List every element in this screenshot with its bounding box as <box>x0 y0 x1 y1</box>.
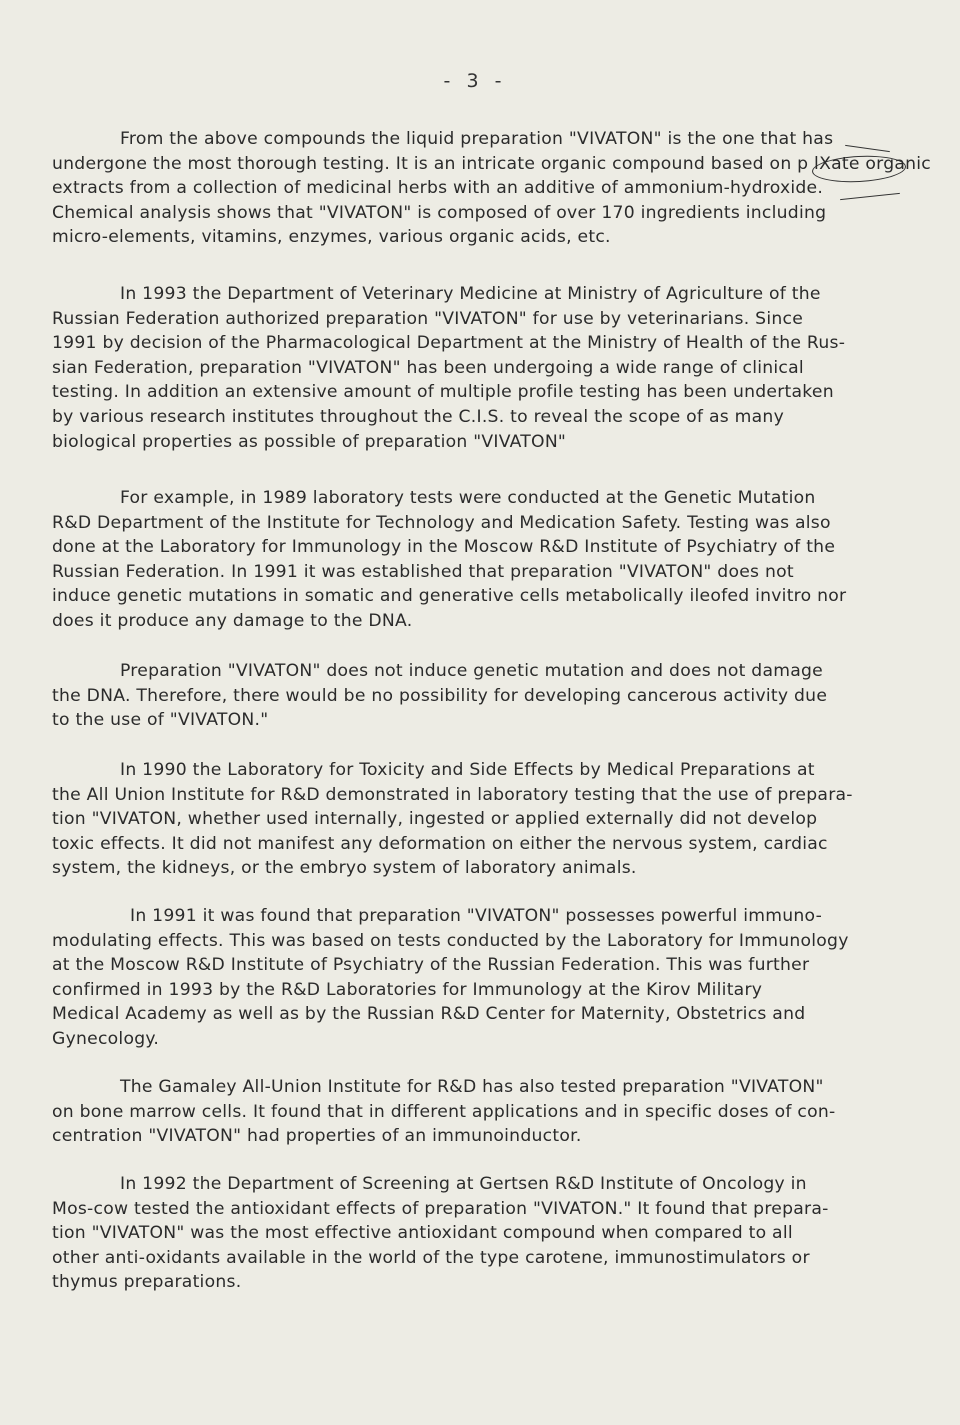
paragraph-line: undergone the most thorough testing. It is an intricate organic compound based on p lXate organic <box>52 153 931 174</box>
paragraph-line: R&D Department of the Institute for Technology and Medication Safety. Testing was also <box>52 512 831 533</box>
paragraph-6 <box>52 904 882 1052</box>
paragraph-line: the All Union Institute for R&D demonstrated in laboratory testing that the use of prepara- <box>52 784 853 805</box>
paragraph-line: done at the Laboratory for Immunology in the Moscow R&D Institute of Psychiatry of the <box>52 537 836 558</box>
paragraph-line: tion "VIVATON, whether used internally, ingested or applied externally did not develop <box>52 809 818 830</box>
paragraph-line: Gynecology. <box>52 1028 160 1049</box>
paragraph-line: In 1993 the Department of Veterinary Medicine at Ministry of Agriculture of the <box>120 284 821 304</box>
paragraph-line: micro-elements, vitamins, enzymes, various organic acids, etc. <box>52 227 611 248</box>
paragraph-line: at the Moscow R&D Institute of Psychiatry of the Russian Federation. This was further <box>52 955 810 976</box>
paragraph-line: on bone marrow cells. It found that in different applications and in specific doses of con- <box>52 1101 836 1122</box>
paragraph-line: For example, in 1989 laboratory tests were conducted at the Genetic Mutation <box>120 488 816 508</box>
paragraph-line: modulating effects. This was based on tests conducted by the Laboratory for Immunology <box>52 930 849 951</box>
paragraph-line: system, the kidneys, or the embryo system of laboratory animals. <box>52 858 637 879</box>
paragraph-line: by various research institutes throughout the C.I.S. to reveal the scope of as many <box>52 406 784 427</box>
paragraph-line: biological properties as possible of preparation "VIVATON" <box>52 431 567 452</box>
paragraph-line: toxic effects. It did not manifest any deformation on either the nervous system, cardiac <box>52 833 828 854</box>
paragraph-line: other anti-oxidants available in the world of the type carotene, immunostimulators or <box>52 1247 810 1268</box>
paragraph-line: In 1992 the Department of Screening at Gertsen R&D Institute of Oncology in <box>120 1174 807 1194</box>
paragraph-4 <box>52 659 882 733</box>
paragraph-line: Mos-cow tested the antioxidant effects of preparation "VIVATON." It found that prepara- <box>52 1198 829 1219</box>
paragraph-line: sian Federation, preparation "VIVATON" has been undergoing a wide range of clinical <box>52 357 804 378</box>
paragraph-7 <box>52 1075 882 1149</box>
paragraph-line: the DNA. Therefore, there would be no possibility for developing cancerous activity due <box>52 685 828 706</box>
paragraph-line: In 1991 it was found that preparation "VIVATON" possesses powerful immuno- <box>130 906 823 926</box>
paragraph-line: 1991 by decision of the Pharmacological Department at the Ministry of Health of the Rus- <box>52 333 846 354</box>
paragraph-line: The Gamaley All-Union Institute for R&D has also tested preparation "VIVATON" <box>120 1077 824 1097</box>
paragraph-line: Preparation "VIVATON" does not induce genetic mutation and does not damage <box>120 661 824 681</box>
paragraph-line: Russian Federation authorized preparation "VIVATON" for use by veterinarians. Since <box>52 308 804 329</box>
paragraph-2 <box>52 282 882 454</box>
paragraph-8 <box>52 1172 882 1295</box>
paragraph-line: Chemical analysis shows that "VIVATON" is composed of over 170 ingredients including <box>52 202 827 223</box>
paragraph-line: Russian Federation. In 1991 it was established that preparation "VIVATON" does not <box>52 561 794 582</box>
page-number: - 3 - <box>443 70 507 92</box>
paragraph-line: Medical Academy as well as by the Russian R&D Center for Maternity, Obstetrics and <box>52 1004 806 1025</box>
paragraph-line: induce genetic mutations in somatic and generative cells metabolically ileofed invitro nor <box>52 586 847 607</box>
paragraph-1 <box>52 127 931 250</box>
paragraph-line: From the above compounds the liquid preparation "VIVATON" is the one that has <box>120 129 834 149</box>
paragraph-line: In 1990 the Laboratory for Toxicity and Side Effects by Medical Preparations at <box>120 760 815 780</box>
paragraph-line: thymus preparations. <box>52 1272 242 1293</box>
paragraph-line: extracts from a collection of medicinal herbs with an additive of ammonium-hydroxide. <box>52 178 824 199</box>
paragraph-line: to the use of "VIVATON." <box>52 710 269 731</box>
paragraph-5 <box>52 758 882 881</box>
paragraph-line: tion "VIVATON" was the most effective antioxidant compound when compared to all <box>52 1223 793 1244</box>
paragraph-line: confirmed in 1993 by the R&D Laboratories for Immunology at the Kirov Military <box>52 979 763 1000</box>
paragraph-line: centration "VIVATON" had properties of an immunoinductor. <box>52 1126 582 1147</box>
paragraph-line: testing. In addition an extensive amount of multiple profile testing has been undertaken <box>52 382 834 403</box>
paragraph-line: does it produce any damage to the DNA. <box>52 610 413 631</box>
paragraph-3 <box>52 486 882 634</box>
